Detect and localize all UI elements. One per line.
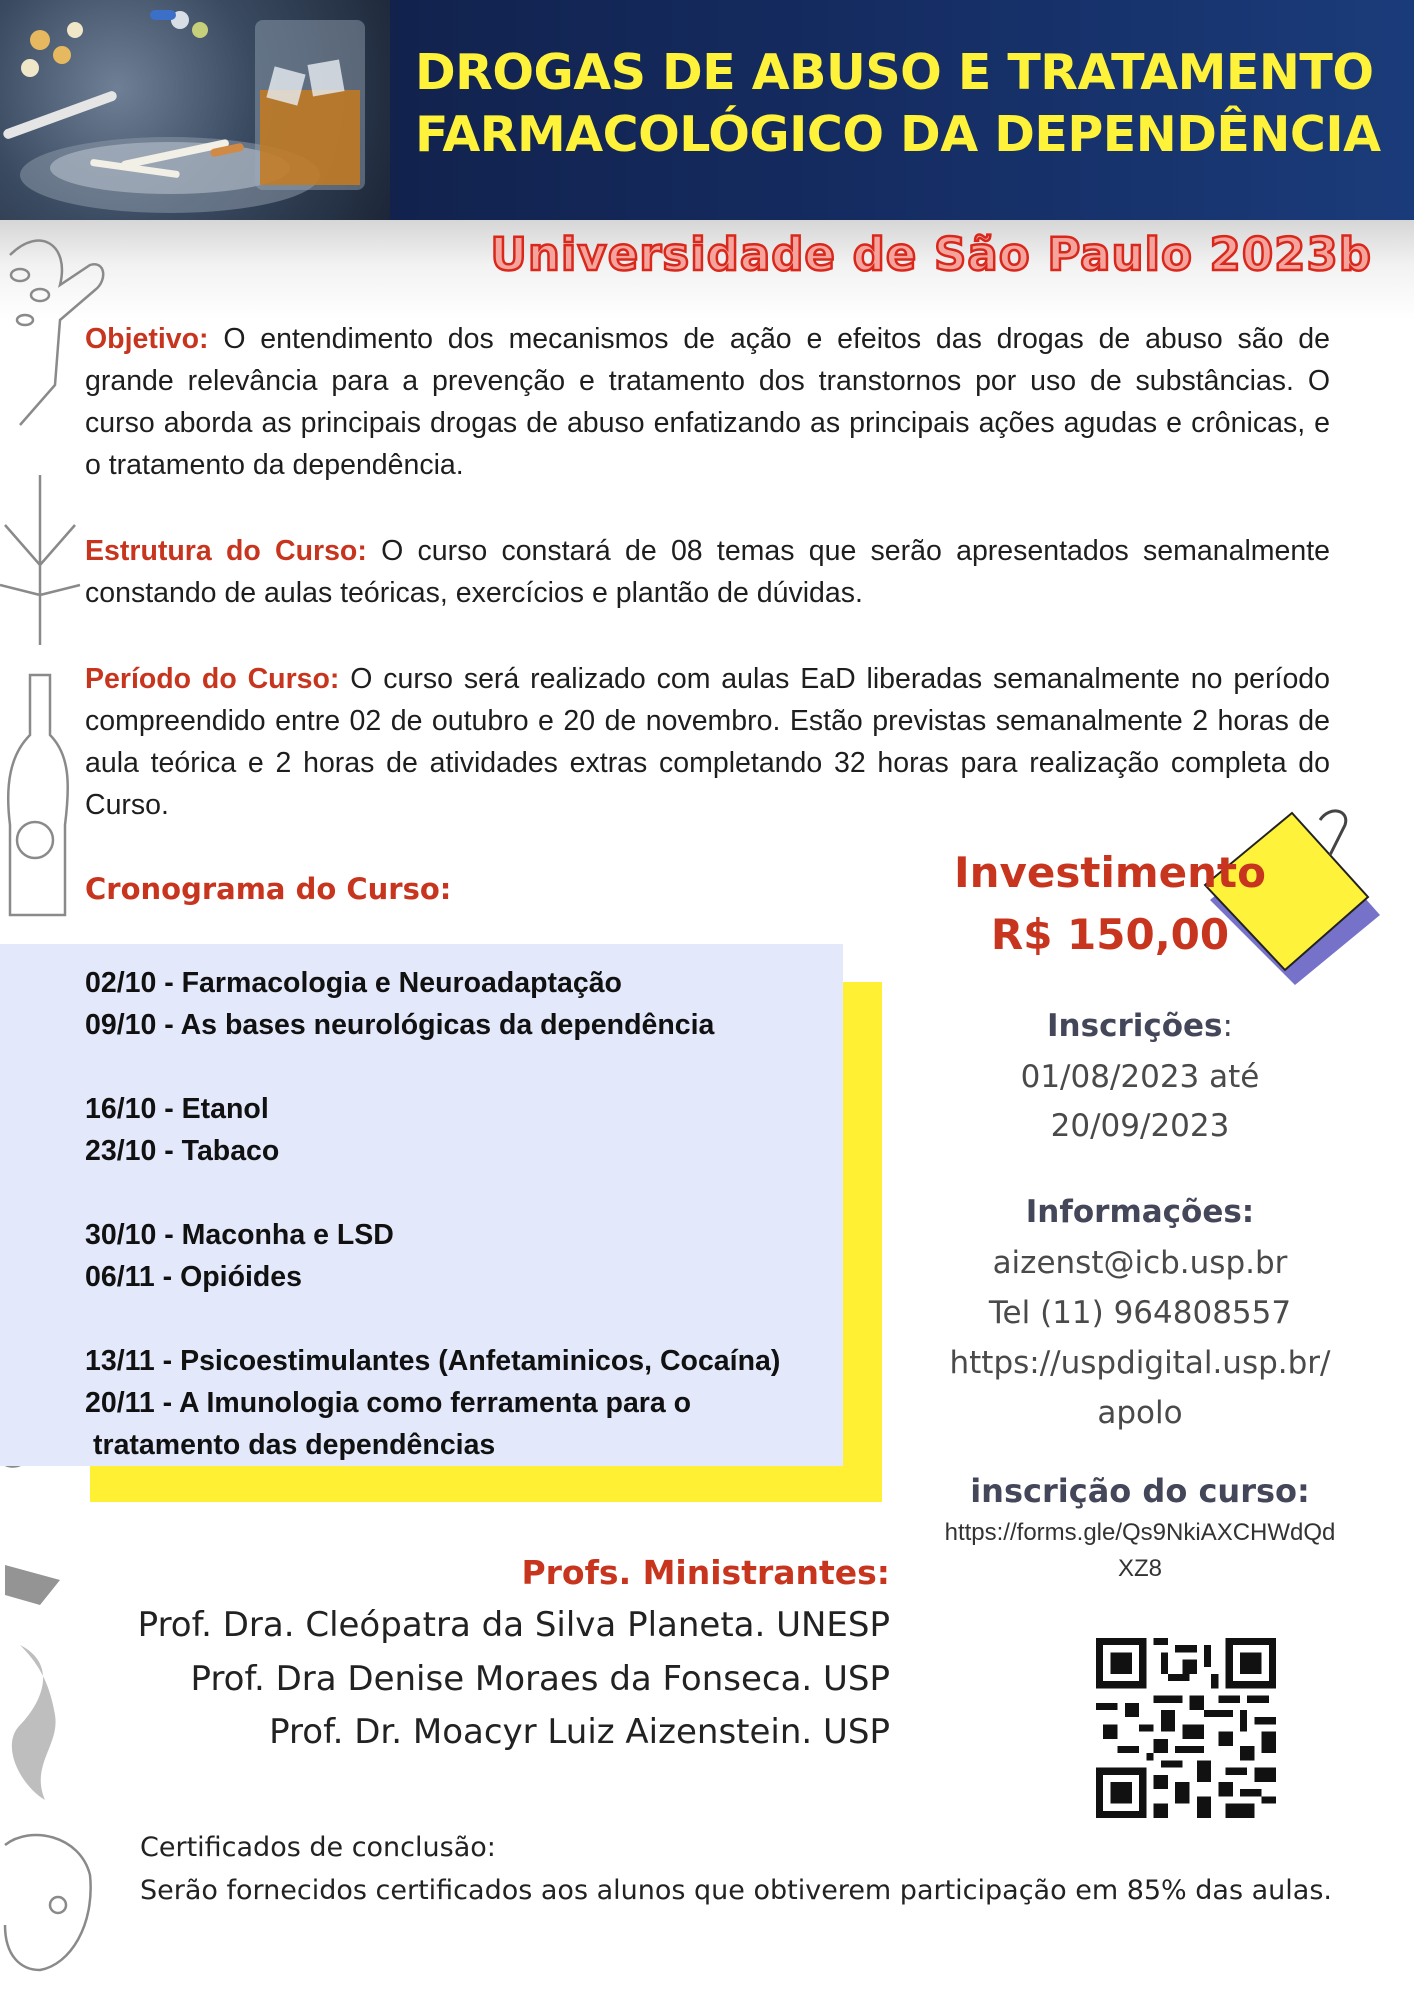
inscricoes-date-start: 01/08/2023 até [1020,1059,1260,1095]
periodo-text: O curso será realizado com aulas EaD liberadas semanalmente no período compreendido entre 02 de outubro e 20 de novembro. Estão previstas semanalmente 2 horas de aula teórica e 2 horas de atividades extras completando 32 horas para realização completa do Curso. [85,663,1330,821]
inscricao-curso-heading: inscrição do curso: [970,1472,1310,1510]
schedule-item: 23/10 - Tabaco [85,1135,280,1167]
schedule-item: tratamento das dependências [93,1429,496,1461]
info-url-line1[interactable]: https://uspdigital.usp.br/ [949,1345,1331,1381]
info-url-line2[interactable]: apolo [1097,1395,1183,1431]
mouth-icon [5,1835,91,1970]
objetivo-label: Objetivo: [85,323,209,355]
objetivo-text: O entendimento dos mecanismos de ação e efeitos das drogas de abuso são de grande relevância para a prevenção e tratamento dos transtornos por uso de substâncias. O curso aborda as principais drogas de abuso enfatizando as principais ações agudas e crônicas, e o tratamento da dependência. [85,323,1330,481]
header-banner [0,0,1414,220]
estrutura-label: Estrutura do Curso: [85,535,367,567]
schedule-group [85,1214,845,1298]
schedule-item: 20/11 - A Imunologia como ferramenta para o [85,1387,692,1419]
form-url-line1[interactable]: https://forms.gle/Qs9NkiAXCHWdQd [944,1519,1336,1546]
baggie-icon-3 [5,1565,60,1605]
schedule-list [85,962,845,1508]
schedule-item: 30/10 - Maconha e LSD [85,1219,394,1251]
contact-email[interactable]: aizenst@icb.usp.br [992,1245,1288,1281]
prof-item: Prof. Dra. Cleópatra da Silva Planeta. UNESP [137,1605,890,1645]
estrutura-text: O curso constará de 08 temas que serão apresentados semanalmente constando de aulas teóricas, exercícios e plantão de dúvidas. [85,535,1330,609]
schedule-group [85,1340,845,1466]
periodo-label: Período do Curso: [85,663,340,695]
course-title-line1: DROGAS DE ABUSO E TRATAMENTO [415,44,1374,101]
contact-phone: Tel (11) 964808557 [988,1295,1292,1331]
schedule-item: 09/10 - As bases neurológicas da dependência [85,1009,715,1041]
cronograma-title: Cronograma do Curso: [85,872,452,906]
informacoes-heading: Informações: [1025,1194,1255,1230]
prof-item: Prof. Dr. Moacyr Luiz Aizenstein. USP [269,1712,890,1752]
inscricoes-colon: : [1222,1008,1233,1044]
investimento-value: R$ 150,00 [990,910,1230,959]
inscricoes-label: Inscrições [1047,1008,1223,1044]
university-subtitle: Universidade de São Paulo 2023b [490,228,1372,281]
drugs-photo-illustration [0,0,390,220]
investimento-label: Investimento [954,848,1266,897]
form-url-line2[interactable]: XZ8 [1117,1555,1162,1582]
course-title-line2: FARMACOLÓGICO DA DEPENDÊNCIA [415,106,1381,163]
sticky-note-icon [1200,805,1390,995]
periodo-paragraph [85,658,1330,826]
prof-item: Prof. Dra Denise Moraes da Fonseca. USP [190,1659,890,1699]
schedule-item: 02/10 - Farmacologia e Neuroadaptação [85,967,622,999]
certificados-text: Serão fornecidos certificados aos alunos que obtiverem participação em 85% das aulas. [140,1875,1332,1906]
course-title [415,42,1405,166]
smoke-icon [12,1645,56,1800]
bottle-icon [8,675,68,915]
certificados-title: Certificados de conclusão: [140,1832,496,1863]
estrutura-paragraph [85,530,1330,614]
inscricoes-date-end: 20/09/2023 [1050,1108,1230,1144]
schedule-group [85,1088,845,1172]
header-drugs-photo [0,0,390,220]
inscricoes-heading [920,1008,1360,1044]
schedule-item: 06/11 - Opióides [85,1261,303,1293]
objetivo-paragraph [85,318,1330,486]
qr-code[interactable] [1096,1636,1276,1820]
schedule-item: 16/10 - Etanol [85,1093,269,1125]
schedule-item: 13/11 - Psicoestimulantes (Anfetaminicos, Cocaína) [85,1345,781,1377]
leaf-icon [0,475,80,645]
profs-title: Profs. Ministrantes: [521,1553,890,1592]
schedule-group [85,962,845,1046]
